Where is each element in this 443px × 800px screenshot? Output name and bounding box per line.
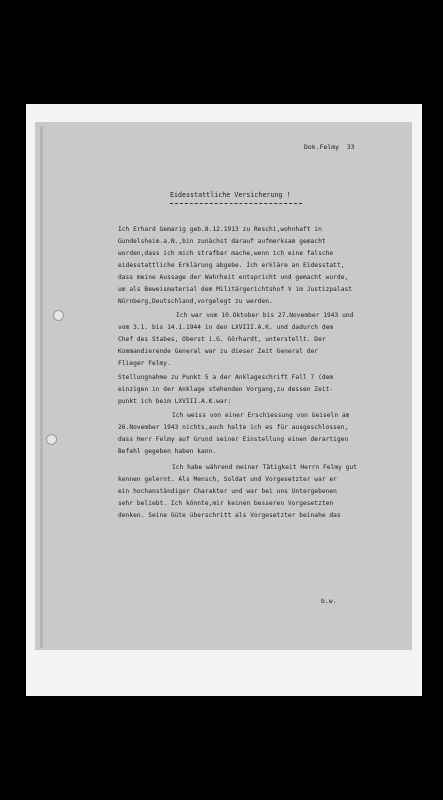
text-line: Befehl gegeben haben kann.: [118, 448, 217, 455]
punch-hole-icon: [53, 310, 64, 321]
text-line: kennen gelernt. Als Mensch, Soldat und Vorgesetzter war er: [118, 476, 337, 483]
text-line: einzigen in der Anklage stehenden Vorgang,zu dessen Zeit-: [118, 386, 334, 393]
text-line: Stellungnahme zu Punkt 5 a der Anklageschrift Fall 7 (dem: [118, 374, 334, 381]
text-line: um als Beweismaterial dem Militärgerichtshof V im Justizpalast: [118, 286, 353, 293]
text-line: Nürnberg,Deutschland,vorgelegt zu werden.: [118, 298, 273, 305]
text-line: Kommandierende General war zu dieser Zeit General der: [118, 348, 319, 355]
page-edge-shadow: [40, 126, 43, 648]
text-line: vom 3.1. bis 14.1.1944 in den LXVIII.A.K. und dadurch dem: [118, 324, 334, 331]
page-footer-note: b.w.: [321, 597, 337, 605]
text-line: ein hochanständiger Charakter und war bei uns Untergebenen: [118, 488, 337, 495]
text-line: dass Herr Felmy auf Grund seiner Einstellung einen derartigen: [118, 436, 349, 443]
text-line: Flieger Felmy.: [118, 360, 171, 367]
title-underline: [170, 203, 302, 204]
document-title: Eidesstattliche Versicherung !: [170, 191, 291, 199]
document-reference: Dok.Felmy 33: [304, 143, 355, 151]
text-line: sehr beliebt. Ich könnte,mir keinen besseren Vorgesetzten: [118, 500, 334, 507]
text-line: Chef des Stabes, Oberst i.G. Görhardt, unterstellt. Der: [118, 336, 326, 343]
text-line: punkt ich beim LXVIII.A.K.war:: [118, 398, 232, 405]
text-line: Ich war vom 10.Oktober bis 27.November 1943 und: [176, 312, 354, 319]
text-line: 26.November 1943 nichts,auch halte ich es für ausgeschlossen,: [118, 424, 349, 431]
text-line: eidesstattliche Erklärung abgebe. Ich erkläre an Eidesstatt,: [118, 262, 345, 269]
text-line: Ich Erhard Gemarig geb.8.12.1913 zu Reschi,wohnhaft in: [118, 226, 322, 233]
text-line: Ich habe während meiner Tätigkeit Herrn Felmy gut: [172, 464, 357, 471]
punch-hole-icon: [46, 434, 57, 445]
text-line: Ich weiss von einer Erschiessung von Geiseln am: [172, 412, 350, 419]
document-body: [68, 126, 408, 646]
text-line: worden,dass ich mich strafbar mache,wenn ich eine falsche: [118, 250, 334, 257]
text-line: denken. Seine Güte überschritt als Vorgesetzter beinahe das: [118, 512, 341, 519]
text-line: dass meine Aussage der Wahrheit entspricht und gemacht wurde,: [118, 274, 349, 281]
text-line: Gundelsheim.a.N.,bin zunächst darauf aufmerksam gemacht: [118, 238, 326, 245]
